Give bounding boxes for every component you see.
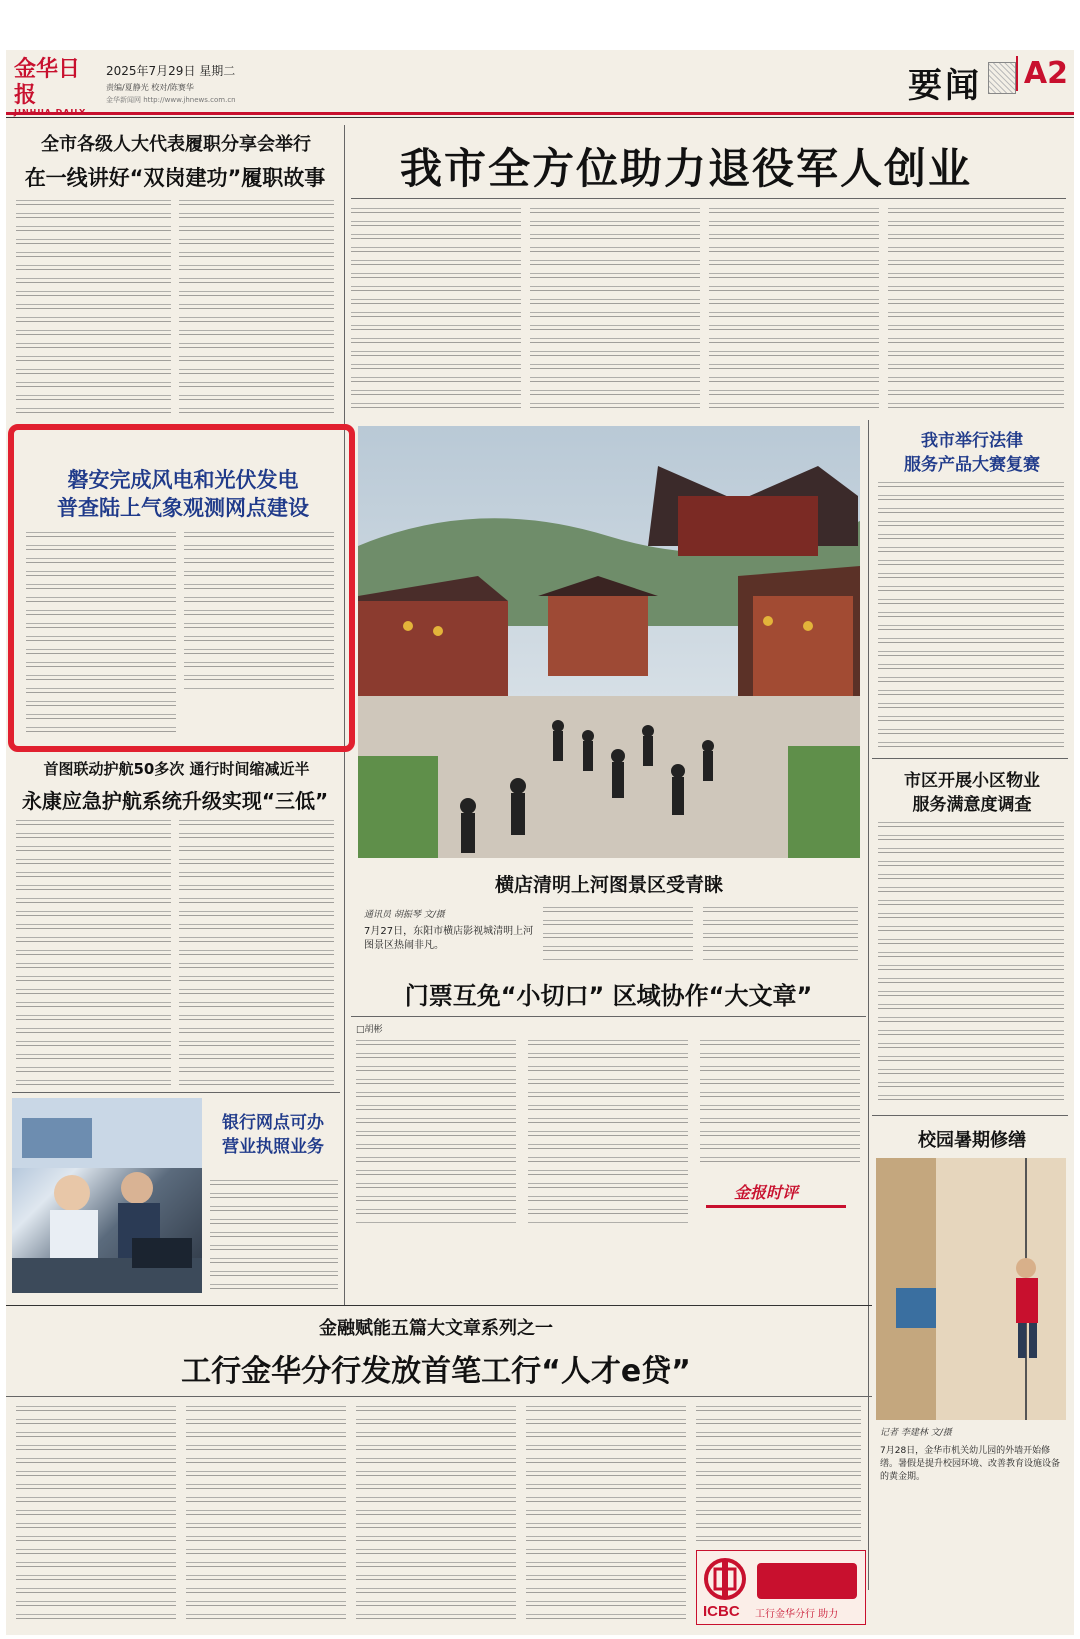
scenic-photo-scene (358, 426, 860, 858)
article-body (16, 1406, 176, 1626)
photo-credit: 通讯员 胡振琴 文/摄 (364, 910, 445, 920)
school-photo (876, 1158, 1066, 1420)
section-name: 要闻 (908, 66, 982, 106)
commentary-label-rule (706, 1205, 846, 1208)
highlight-title-line1: 磐安完成风电和光伏发电 (67, 468, 299, 492)
icbc-logo-icon (703, 1557, 747, 1601)
bank-ad (696, 1550, 866, 1625)
issue-date: 2025年7月29日 星期二 (106, 64, 236, 78)
article-title-line2: 营业执照业务 (222, 1137, 324, 1157)
article-body (186, 1406, 346, 1626)
article-title-line1: 我市举行法律 (921, 431, 1023, 451)
article-body (351, 208, 521, 413)
section-rule (6, 1396, 872, 1397)
masthead-rule-thin (6, 117, 1074, 118)
article-body (26, 532, 176, 732)
ad-banner (757, 1563, 857, 1599)
article-rule (12, 1092, 340, 1093)
ad-text: 工行金华分行 助力 (755, 1609, 839, 1620)
article-body (356, 1040, 516, 1225)
masthead (6, 50, 1074, 120)
article-title-line1: 银行网点可办 (222, 1113, 324, 1133)
article-body (16, 200, 171, 415)
commentary-column-label: 金报时评 (733, 1183, 798, 1202)
article-rule (351, 1016, 866, 1017)
article-body (16, 820, 171, 1085)
article-body (179, 200, 334, 415)
article-body (700, 1040, 860, 1170)
article-body (530, 208, 700, 413)
scenic-photo (358, 426, 860, 858)
article-title: 在一线讲好“双岗建功”履职故事 (24, 166, 326, 190)
ad-brand: ICBC (703, 1603, 740, 1620)
commentary-author: □胡彬 (356, 1025, 383, 1035)
newspaper-logo (14, 56, 100, 108)
highlight-title-line2: 普查陆上气象观测网点建设 (57, 496, 309, 520)
article-body (703, 907, 858, 962)
series-headline: 工行金华分行发放首笔工行“人才e贷” (181, 1354, 691, 1389)
website: 金华新闻网 http://www.jhnews.com.cn (106, 96, 236, 104)
article-title-line2: 服务产品大赛复赛 (904, 455, 1040, 475)
page-number: A2 (1016, 56, 1068, 91)
article-title: 校园暑期修缮 (918, 1130, 1026, 1151)
issue-meta (106, 62, 236, 105)
article-kicker: 首图联动护航50多次 通行时间缩减近半 (43, 760, 310, 778)
main-headline: 我市全方位助力退役军人创业 (399, 144, 972, 193)
article-body (526, 1406, 686, 1626)
article-body (888, 208, 1064, 413)
masthead-rule (6, 112, 1074, 115)
article-body (878, 482, 1064, 752)
logo-text: 金华日报 (14, 56, 81, 108)
bank-photo (12, 1098, 202, 1293)
article-body (179, 820, 334, 1085)
article-kicker: 全市各级人大代表履职分享会举行 (41, 134, 311, 155)
photo-text: 7月28日，金华市机关幼儿园的外墙开始修缮。暑假是提升校园环境、改善教育设施设备的黄金期。 (880, 1446, 1061, 1482)
commentary-title: 门票互免“小切口” 区域协作“大文章” (404, 982, 813, 1010)
photo-text: 7月27日，东阳市横店影视城清明上河图景区热闹非凡。 (364, 926, 534, 951)
newspaper-page (6, 50, 1074, 1635)
photo-caption-title: 横店清明上河图景区受青睐 (494, 874, 723, 896)
column-divider (868, 420, 869, 1590)
article-body (696, 1406, 861, 1541)
article-title-line2: 服务满意度调查 (912, 795, 1032, 815)
section-rule (6, 1305, 872, 1306)
article-body (543, 907, 693, 962)
article-rule (872, 758, 1068, 759)
series-kicker: 金融赋能五篇大文章系列之一 (319, 1318, 553, 1339)
article-body (210, 1180, 338, 1290)
article-body (528, 1040, 688, 1225)
article-body (184, 532, 334, 692)
article-title: 永康应急护航系统升级实现“三低” (21, 789, 329, 813)
staff-credits: 责编/夏静光 校对/陈赛华 (106, 83, 194, 92)
article-title-line1: 市区开展小区物业 (904, 771, 1040, 791)
article-rule (872, 1115, 1068, 1116)
article-body (709, 208, 879, 413)
bank-photo-scene (12, 1098, 202, 1293)
qr-code-icon (988, 62, 1016, 94)
headline-rule (351, 198, 1066, 199)
photo-credit: 记者 李建林 文/摄 (880, 1428, 952, 1438)
article-body (878, 822, 1064, 1107)
school-photo-scene (876, 1158, 1066, 1420)
article-body (356, 1406, 516, 1626)
